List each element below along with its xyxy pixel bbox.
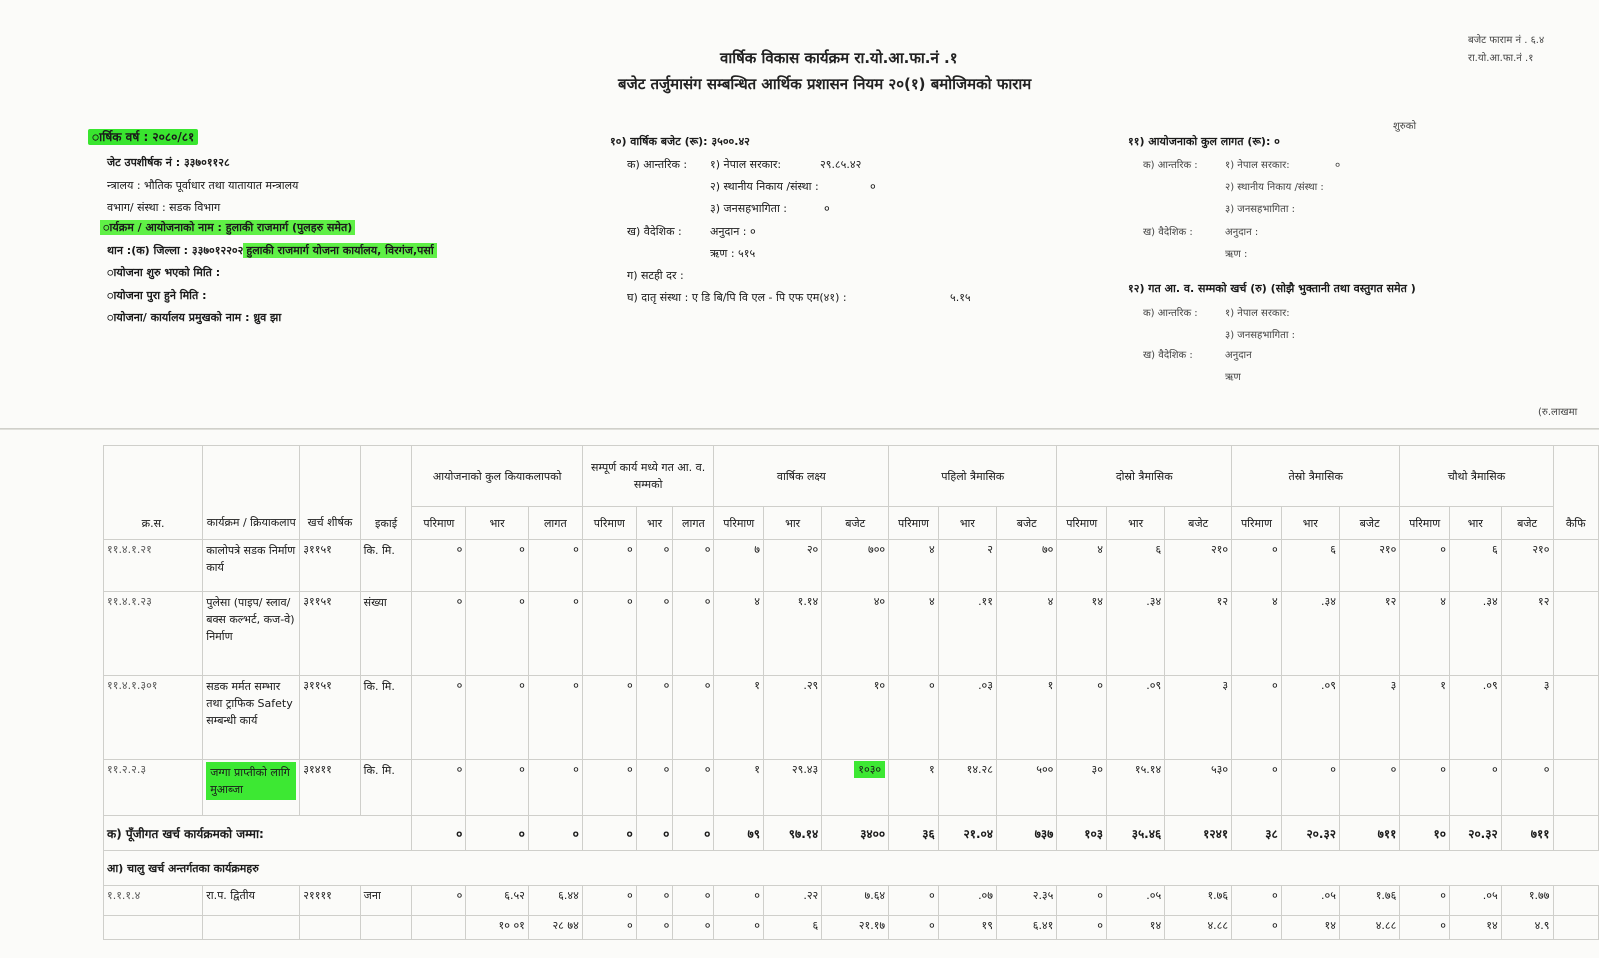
value-cell: [412, 916, 466, 940]
row-unit: संख्या: [360, 592, 412, 676]
value-cell: १९: [938, 916, 996, 940]
local-body-value: ०: [870, 180, 876, 193]
value-cell: ७११: [1501, 816, 1553, 851]
row-expense-head: ३११५१: [300, 540, 360, 592]
exchange-rate: ग) सटही दर :: [627, 269, 684, 282]
pe-nepal-gov-label: १) नेपाल सरकार:: [1225, 308, 1290, 319]
value-cell: .०७: [938, 886, 996, 916]
sub-qty: परिमाण: [1232, 507, 1282, 540]
row-empty: [203, 916, 300, 940]
rc-grant-label: अनुदान :: [1225, 227, 1259, 238]
value-cell: ०: [673, 676, 714, 760]
value-cell: ०: [636, 886, 673, 916]
table-row: [104, 592, 1599, 676]
value-cell: ०: [636, 540, 673, 592]
sub-qty: परिमाण: [1400, 507, 1450, 540]
sub-qty: परिमाण: [889, 507, 939, 540]
sub-weight: भार: [764, 507, 822, 540]
value-cell: १: [714, 760, 764, 816]
local-body-label: २) स्थानीय निकाय /संस्था :: [710, 180, 819, 193]
col-q1: पहिलो त्रैमासिक: [889, 446, 1057, 507]
section-label: आ) चालु खर्च अन्तर्गतका कार्यक्रमहरु: [104, 851, 1599, 886]
row-sn: ११.४.१.२३: [104, 592, 203, 676]
value-cell: ७०: [997, 540, 1057, 592]
value-cell: २१०: [1501, 540, 1553, 592]
value-cell: ६.४१: [997, 916, 1057, 940]
value-cell: २०.३२: [1281, 816, 1339, 851]
highlighted-value: १०३०: [854, 761, 885, 778]
table-body: [104, 540, 1599, 940]
value-cell: .०५: [1107, 886, 1165, 916]
table-row: [104, 676, 1599, 760]
row-empty: [104, 916, 203, 940]
row-program: सडक मर्मत सम्भार तथा ट्राफिक Safety सम्बन्धी कार्य: [203, 676, 300, 760]
value-cell: ०: [1232, 886, 1282, 916]
value-cell: ०: [673, 760, 714, 816]
grant-value: अनुदान : ०: [710, 225, 756, 238]
value-cell: ३: [1165, 676, 1232, 760]
value-cell: ०: [582, 816, 636, 851]
value-cell: ०: [582, 916, 636, 940]
sub-weight: भार: [938, 507, 996, 540]
value-cell: ७००: [822, 540, 889, 592]
value-cell: ०: [714, 886, 764, 916]
value-cell: १२४१: [1165, 816, 1232, 851]
value-cell: ४.८८: [1165, 916, 1232, 940]
value-cell: .११: [938, 592, 996, 676]
value-cell: ०: [582, 592, 636, 676]
pe-public-label: ३) जनसहभागिता :: [1225, 330, 1295, 341]
value-cell: ०: [1449, 760, 1501, 816]
col-expense-head: खर्च शीर्षक: [300, 446, 360, 540]
value-cell: ३४००: [822, 816, 889, 851]
value-cell: १०३: [1057, 816, 1107, 851]
value-cell: ०: [582, 676, 636, 760]
value-cell: ६: [1449, 540, 1501, 592]
budget-table: [103, 445, 1599, 940]
value-cell: १.१४: [764, 592, 822, 676]
value-cell: ३: [1339, 676, 1399, 760]
value-cell: १: [889, 760, 939, 816]
paper-fold-line: [0, 428, 1599, 430]
row-remarks: [1553, 760, 1599, 816]
section-row: [104, 851, 1599, 886]
sub-qty: परिमाण: [412, 507, 466, 540]
loan-value: ऋण : ५१५: [710, 247, 756, 260]
value-cell: ०: [1281, 760, 1339, 816]
nepal-gov-value: २९.८५.४२: [820, 158, 862, 171]
office-chief: ायोजना/ कार्यालय प्रमुखको नाम : ध्रुव झा: [107, 311, 282, 324]
value-cell: ०: [889, 916, 939, 940]
col-annual-target: वार्षिक लक्ष्य: [714, 446, 889, 507]
row-empty: [300, 916, 360, 940]
value-cell: २: [938, 540, 996, 592]
value-cell: २१०: [1165, 540, 1232, 592]
value-cell: १: [1400, 676, 1450, 760]
value-cell: ४: [889, 540, 939, 592]
prev-expense: १२) गत आ. व. सम्मको खर्च (रु) (सोझै भुक्तानी तथा वस्तुगत समेत ): [1128, 282, 1416, 295]
value-cell: १०: [822, 676, 889, 760]
value-cell: १४: [1281, 916, 1339, 940]
value-cell: ४०: [822, 592, 889, 676]
value-cell: ०: [1057, 886, 1107, 916]
value-cell: २०: [764, 540, 822, 592]
sub-weight: भार: [466, 507, 529, 540]
row-empty: [360, 916, 412, 940]
value-cell: ०: [1232, 676, 1282, 760]
col-q3: तेस्रो त्रैमासिक: [1232, 446, 1400, 507]
value-cell: ०: [412, 760, 466, 816]
table-row: [104, 886, 1599, 916]
value-cell: ४: [1400, 592, 1450, 676]
row-remarks: [1553, 592, 1599, 676]
value-cell: ०: [582, 540, 636, 592]
value-cell: ०: [528, 816, 582, 851]
office-name: हुलाकी राजमार्ग योजना कार्यालय, विरगंज,पर्सा: [243, 243, 436, 258]
value-cell: ०: [528, 760, 582, 816]
public-label: ३) जनसहभागिता :: [710, 202, 787, 215]
col-total-activity: आयोजनाको कुल कियाकलापको: [412, 446, 582, 507]
value-cell: .०९: [1281, 676, 1339, 760]
col-remarks: कैफि: [1553, 446, 1599, 540]
donor-label: घ) दातृ संस्था : ए डि बि/पि वि एल - पि एफ एम(४१) :: [627, 291, 847, 304]
pe-grant-label: अनुदान: [1225, 350, 1252, 361]
row-unit: जना: [360, 886, 412, 916]
row-remarks: [1553, 676, 1599, 760]
total-remarks: [1553, 816, 1599, 851]
row-unit: कि. मि.: [360, 540, 412, 592]
value-cell: ०: [466, 816, 529, 851]
row-expense-head: २११११: [300, 886, 360, 916]
value-cell: २.३५: [997, 886, 1057, 916]
value-cell: ०: [636, 760, 673, 816]
value-cell: २९.४३: [764, 760, 822, 816]
value-cell: ७३७: [997, 816, 1057, 851]
value-cell: १० ०१: [466, 916, 529, 940]
value-cell: ०: [1232, 540, 1282, 592]
value-cell: २०.३२: [1449, 816, 1501, 851]
value-cell: ०: [528, 592, 582, 676]
total-label: क) पूँजीगत खर्च कार्यक्रमको जम्मा:: [104, 816, 412, 851]
value-cell: ०: [1232, 760, 1282, 816]
form-title-2: बजेट तर्जुमासंग सम्बन्धित आर्थिक प्रशासन नियम २०(१) बमोजिमको फाराम: [618, 75, 1032, 93]
row-remarks: [1553, 540, 1599, 592]
rc-internal-label: क) आन्तरिक :: [1143, 160, 1198, 171]
value-cell: ०: [636, 916, 673, 940]
value-cell: .२९: [764, 676, 822, 760]
value-cell: .२२: [764, 886, 822, 916]
value-cell: ०: [582, 760, 636, 816]
value-cell: ०: [673, 816, 714, 851]
col-q4: चौथो त्रैमासिक: [1400, 446, 1553, 507]
value-cell: २१.०४: [938, 816, 996, 851]
value-cell: ०: [528, 676, 582, 760]
value-cell: १५.१४: [1107, 760, 1165, 816]
sub-budget: बजेट: [1501, 507, 1553, 540]
value-cell: ४: [889, 592, 939, 676]
internal-label: क) आन्तरिक :: [627, 158, 688, 171]
col-completed: सम्पूर्ण कार्य मध्ये गत आ. व. सम्मको: [582, 446, 714, 507]
form-number: बजेट फाराम नं . ६.४: [1468, 35, 1545, 46]
row-program: पुलेसा (पाइप/ स्लाव/बक्स कल्भर्ट, कज-वे) निर्माण: [203, 592, 300, 676]
unit-note: (रु.लाखमा: [1538, 407, 1578, 418]
value-cell: १.७६: [1165, 886, 1232, 916]
pe-foreign-label: ख) वैदेशिक :: [1143, 350, 1193, 361]
row-expense-head: ३११५१: [300, 592, 360, 676]
row-sn: १.१.१.४: [104, 886, 203, 916]
value-cell: .०९: [1449, 676, 1501, 760]
value-cell: २१.१७: [822, 916, 889, 940]
donor-value: ५.१५: [950, 291, 971, 304]
sub-budget: बजेट: [822, 507, 889, 540]
value-cell: ०: [466, 676, 529, 760]
value-cell: ०: [1400, 916, 1450, 940]
sub-budget: बजेट: [1165, 507, 1232, 540]
row-expense-head: ३१४११: [300, 760, 360, 816]
value-cell: ५३०: [1165, 760, 1232, 816]
value-cell: १४: [1449, 916, 1501, 940]
value-cell: ०: [889, 886, 939, 916]
row-sn: ११.४.१.३०१: [104, 676, 203, 760]
department: वभाग/ संस्था : सडक विभाग: [107, 201, 221, 214]
total-row: [104, 816, 1599, 851]
value-cell: ४.९: [1501, 916, 1553, 940]
extra-note: शुरुको: [1393, 121, 1417, 132]
value-cell: ०: [673, 592, 714, 676]
pe-internal-label: क) आन्तरिक :: [1143, 308, 1198, 319]
sub-cost: लागत: [528, 507, 582, 540]
rc-foreign-label: ख) वैदेशिक :: [1143, 227, 1193, 238]
rc-nepal-gov-value: ०: [1335, 160, 1341, 171]
row-remarks: [1553, 916, 1599, 940]
value-cell: १.७६: [1339, 886, 1399, 916]
col-sn: क्र.स.: [104, 446, 203, 540]
ministry: न्त्रालय : भौतिक पूर्वाधार तथा यातायात मन्त्रालय: [107, 179, 299, 192]
pe-loan-label: ऋण: [1225, 372, 1241, 383]
sub-weight: भार: [1281, 507, 1339, 540]
public-value: ०: [824, 202, 830, 215]
row-sn: ११.२.२.३: [104, 760, 203, 816]
value-cell: १२: [1165, 592, 1232, 676]
value-cell: ०: [466, 592, 529, 676]
rc-nepal-gov-label: १) नेपाल सरकार:: [1225, 160, 1290, 171]
value-cell: ०: [1400, 540, 1450, 592]
value-cell: १४: [1107, 916, 1165, 940]
sub-qty: परिमाण: [582, 507, 636, 540]
value-cell: ०: [636, 592, 673, 676]
value-cell: ०: [673, 540, 714, 592]
value-cell: ७११: [1339, 816, 1399, 851]
annual-budget: १०) वार्षिक बजेट (रू): ३५००.४२: [610, 135, 750, 148]
row-program: रा.प. द्वितीय: [203, 886, 300, 916]
row-expense-head: ३११५१: [300, 676, 360, 760]
value-cell: १२: [1501, 592, 1553, 676]
row-sn: ११.४.१.२१: [104, 540, 203, 592]
value-cell: २१०: [1339, 540, 1399, 592]
value-cell: ५००: [997, 760, 1057, 816]
sub-budget: बजेट: [1339, 507, 1399, 540]
value-cell: ०: [1057, 676, 1107, 760]
sub-weight: भार: [1449, 507, 1501, 540]
form-title-1: वार्षिक विकास कार्यक्रम रा.यो.आ.फा.नं .१: [720, 49, 958, 67]
value-cell: ६: [1107, 540, 1165, 592]
value-cell: ०: [412, 676, 466, 760]
value-cell: .०९: [1107, 676, 1165, 760]
row-remarks: [1553, 886, 1599, 916]
value-cell: ४: [714, 592, 764, 676]
value-cell: ३०: [1057, 760, 1107, 816]
value-cell: ०: [673, 916, 714, 940]
value-cell: ०: [636, 816, 673, 851]
row-unit: कि. मि.: [360, 676, 412, 760]
total-cost: ११) आयोजनाको कुल लागत (रू): ०: [1128, 135, 1280, 148]
value-cell: १४.२८: [938, 760, 996, 816]
value-cell: ९७.१४: [764, 816, 822, 851]
value-cell: १: [714, 676, 764, 760]
sub-weight: भार: [636, 507, 673, 540]
value-cell: ०: [412, 540, 466, 592]
value-cell: .३४: [1449, 592, 1501, 676]
value-cell: .०५: [1449, 886, 1501, 916]
sub-cost: लागत: [673, 507, 714, 540]
row-unit: कि. मि.: [360, 760, 412, 816]
fiscal-year: ार्षिक वर्ष : २०८०/८१: [88, 129, 198, 145]
value-cell: १: [997, 676, 1057, 760]
value-cell: ०: [466, 540, 529, 592]
value-cell: ६.५२: [466, 886, 529, 916]
value-cell: ७: [714, 540, 764, 592]
value-cell: ६: [764, 916, 822, 940]
value-cell: ३: [1501, 676, 1553, 760]
foreign-label: ख) वैदेशिक :: [627, 225, 682, 238]
value-cell: ०: [1400, 886, 1450, 916]
row-program: [203, 760, 300, 816]
col-q2: दोस्रो त्रैमासिक: [1057, 446, 1232, 507]
value-cell: [822, 760, 889, 816]
rc-public-label: ३) जनसहभागिता :: [1225, 204, 1295, 215]
value-cell: ०: [1339, 760, 1399, 816]
value-cell: ०: [889, 676, 939, 760]
col-unit: इकाई: [360, 446, 412, 540]
program-name: ार्यक्रम / आयोजनाको नाम : हुलाकी राजमार्ग (पुलहरु समेत): [100, 220, 355, 235]
rc-loan-label: ऋण :: [1225, 249, 1248, 260]
col-program: कार्यक्रम / क्रियाकलाप: [203, 446, 300, 540]
value-cell: १०: [1400, 816, 1450, 851]
value-cell: .०५: [1281, 886, 1339, 916]
value-cell: ४.८८: [1339, 916, 1399, 940]
value-cell: ७.६४: [822, 886, 889, 916]
table-row: [104, 760, 1599, 816]
value-cell: ०: [412, 592, 466, 676]
value-cell: ०: [673, 886, 714, 916]
value-cell: ३८: [1232, 816, 1282, 851]
sub-budget: बजेट: [997, 507, 1057, 540]
value-cell: ३६: [889, 816, 939, 851]
value-cell: ०: [1400, 760, 1450, 816]
value-cell: ४: [1057, 540, 1107, 592]
value-cell: .३४: [1107, 592, 1165, 676]
table-row: [104, 916, 1599, 940]
sub-qty: परिमाण: [1057, 507, 1107, 540]
value-cell: ६.४४: [528, 886, 582, 916]
value-cell: १.७७: [1501, 886, 1553, 916]
value-cell: ०: [636, 676, 673, 760]
table-header-row-1: [104, 446, 1599, 507]
form-code: रा.यो.आ.फा.नं .१: [1468, 53, 1534, 64]
rc-local-body-label: २) स्थानीय निकाय /संस्था :: [1225, 182, 1324, 193]
value-cell: ७९: [714, 816, 764, 851]
value-cell: ०: [1501, 760, 1553, 816]
value-cell: ४: [1232, 592, 1282, 676]
start-date: ायोजना शुरु भएको मिति :: [107, 266, 221, 279]
value-cell: ०: [1057, 916, 1107, 940]
value-cell: ३५.४६: [1107, 816, 1165, 851]
value-cell: .०३: [938, 676, 996, 760]
table-row: [104, 540, 1599, 592]
end-date: ायोजना पुरा हुने मिति :: [107, 289, 207, 302]
value-cell: ०: [412, 886, 466, 916]
sub-weight: भार: [1107, 507, 1165, 540]
value-cell: ०: [714, 916, 764, 940]
sub-qty: परिमाण: [714, 507, 764, 540]
value-cell: ०: [582, 886, 636, 916]
value-cell: ६: [1281, 540, 1339, 592]
location-district: थान :(क) जिल्ला : ३३७०१२२०२: [107, 244, 244, 257]
value-cell: ०: [1232, 916, 1282, 940]
nepal-gov-label: १) नेपाल सरकार:: [710, 158, 782, 171]
value-cell: ०: [528, 540, 582, 592]
value-cell: .३४: [1281, 592, 1339, 676]
highlighted-program: जग्गा प्राप्तीको लागि मुआब्जा: [206, 762, 296, 800]
value-cell: ०: [412, 816, 466, 851]
value-cell: १४: [1057, 592, 1107, 676]
value-cell: ४: [997, 592, 1057, 676]
value-cell: २८ ७४: [528, 916, 582, 940]
value-cell: १२: [1339, 592, 1399, 676]
budget-head: जेट उपशीर्षक नं : ३३७०११२८: [107, 156, 230, 169]
row-program: कालोपत्रे सडक निर्माण कार्य: [203, 540, 300, 592]
value-cell: ०: [466, 760, 529, 816]
